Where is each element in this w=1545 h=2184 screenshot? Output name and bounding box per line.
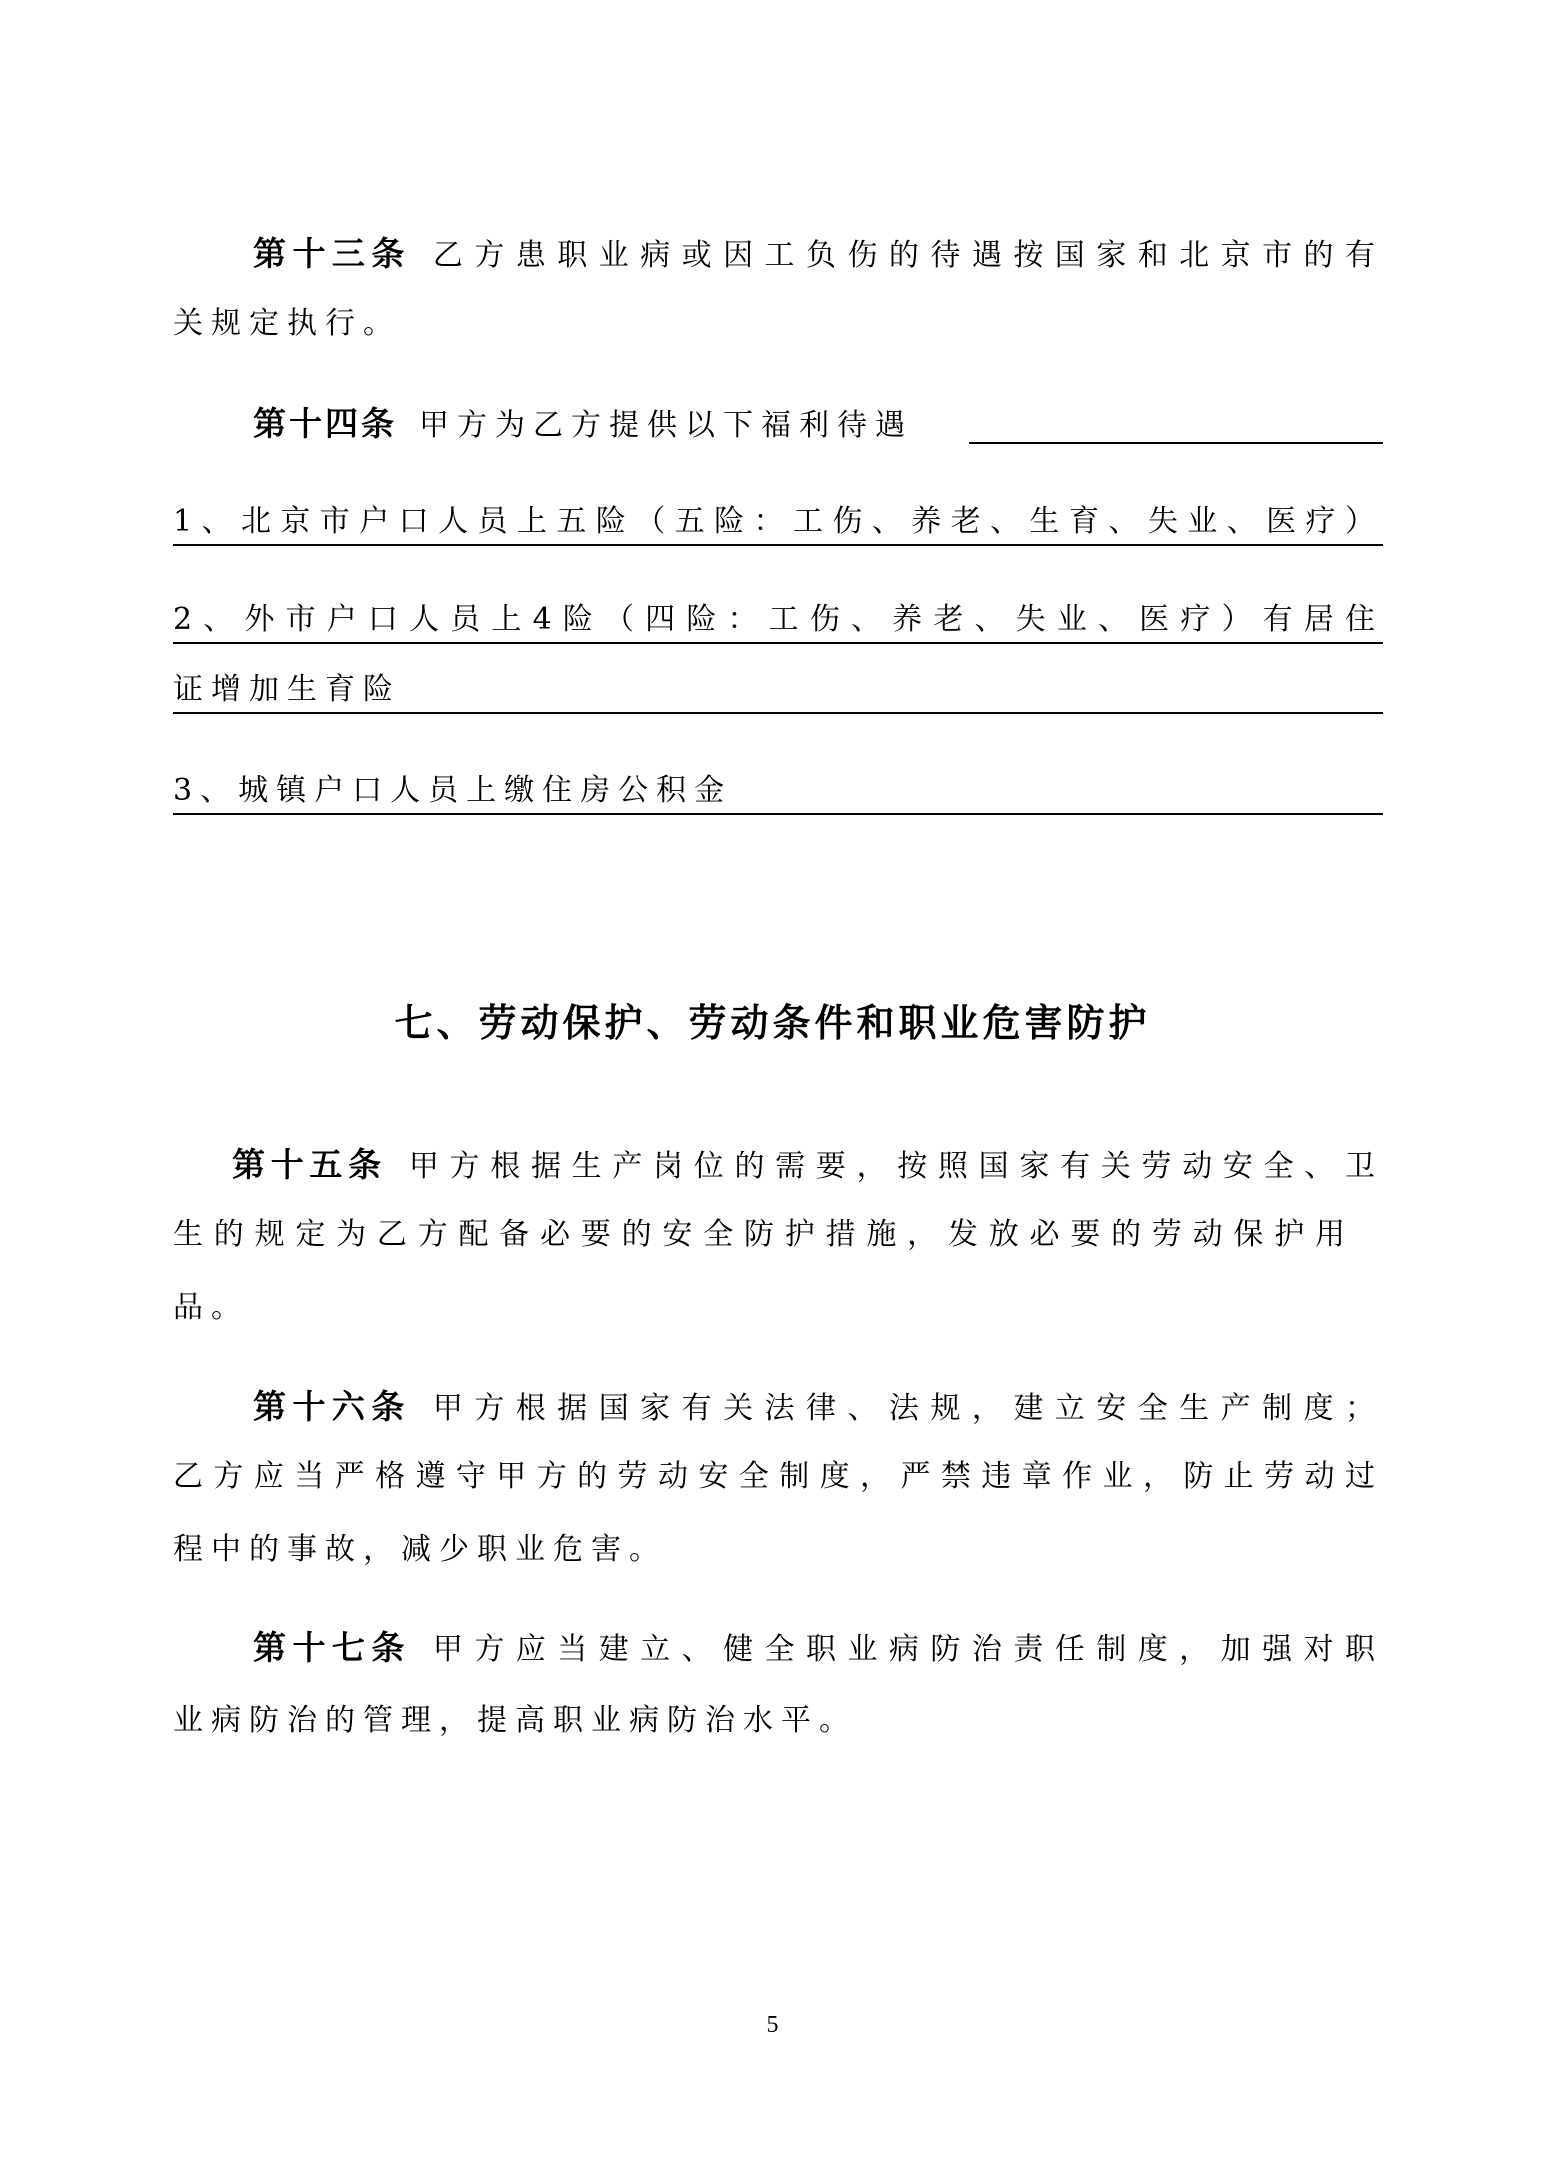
section-heading: 七、劳动保护、劳动条件和职业危害防护	[394, 1001, 1151, 1045]
article-label: 第十四条	[253, 404, 397, 443]
article-text: 业病防治的管理，提高职业病防治水平。	[173, 1703, 857, 1738]
article-text: 甲方根据国家有关法律、法规，建立安全生产制度；	[432, 1391, 1384, 1426]
article-text: 甲方根据生产岗位的需要，按照国家有关劳动安全、卫	[408, 1149, 1384, 1184]
benefit-item: 1、北京市户口人员上五险（五险：工伤、养老、生育、失业、医疗）	[173, 500, 1383, 546]
benefit-item-cont: 证增加生育险	[173, 668, 1383, 714]
article-label: 第十五条	[232, 1145, 387, 1184]
article-text: 甲方为乙方提供以下福利待遇	[419, 408, 913, 443]
article-text: 甲方应当建立、健全职业病防治责任制度，加强对职	[432, 1632, 1384, 1667]
article-text: 乙方应当严格遵守甲方的劳动安全制度，严禁违章作业，防止劳动过	[173, 1459, 1383, 1494]
article-text: 关规定执行。	[173, 306, 401, 341]
benefit-item: 2、外市户口人员上4险（四险：工伤、养老、失业、医疗）有居住	[173, 598, 1383, 644]
article-label: 第十三条	[253, 234, 411, 273]
article-text: 生的规定为乙方配备必要的安全防护措施，发放必要的劳动保护用	[173, 1217, 1353, 1252]
article-text: 程中的事故，减少职业危害。	[173, 1532, 667, 1567]
article-label: 第十七条	[253, 1628, 411, 1667]
article-label: 第十六条	[253, 1387, 411, 1426]
article-text: 乙方患职业病或因工负伤的待遇按国家和北京市的有	[432, 238, 1384, 273]
article-text: 品。	[173, 1290, 249, 1325]
page-number: 5	[766, 2012, 779, 2038]
benefit-item: 3、城镇户口人员上缴住房公积金	[173, 769, 1383, 815]
fill-in-blank	[969, 402, 1383, 444]
